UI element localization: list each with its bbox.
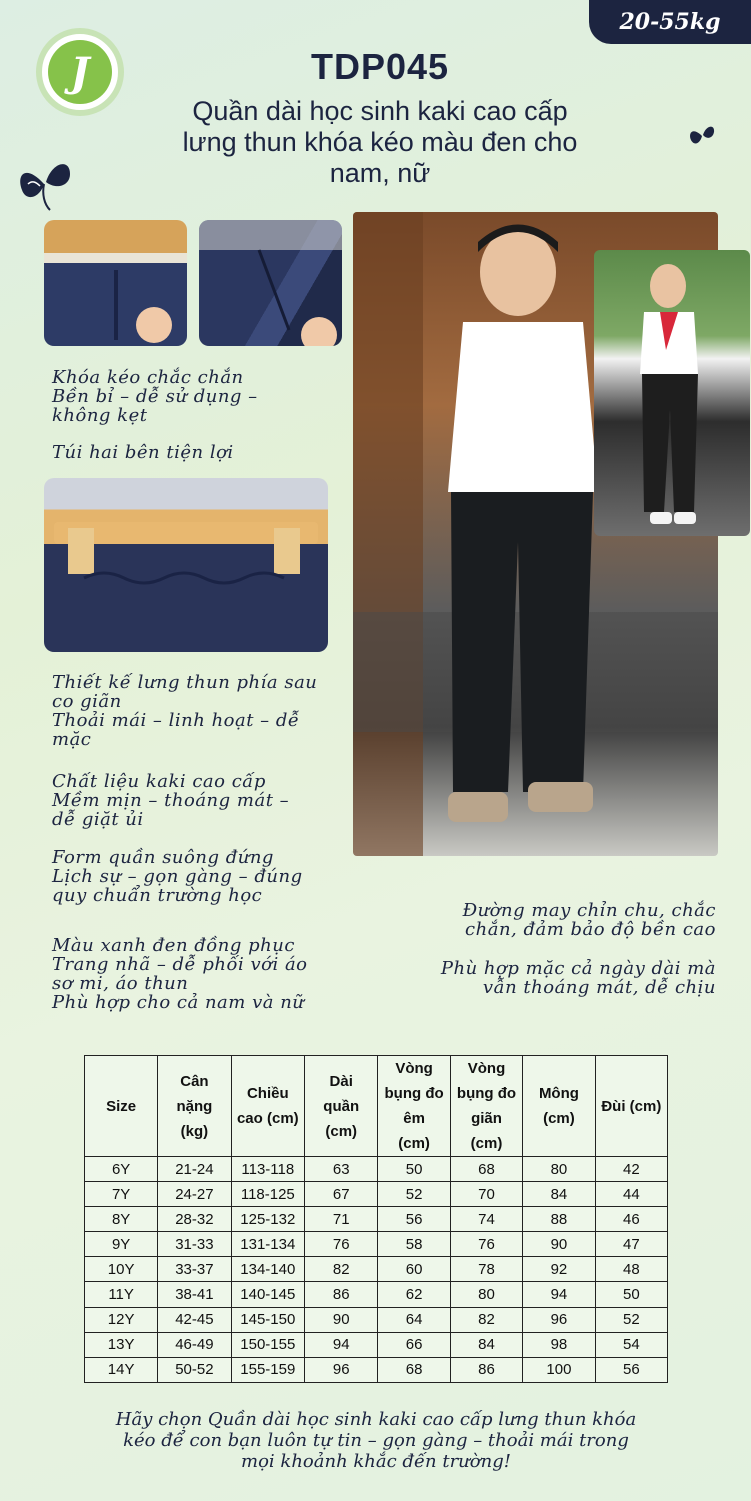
feature-line: Khóa kéo chắc chắn [52, 367, 244, 388]
size-cell: 68 [450, 1157, 522, 1182]
size-cell: 78 [450, 1257, 522, 1282]
feature-line: Mềm mịn – thoáng mát – [52, 790, 290, 811]
size-cell: 7Y [85, 1182, 158, 1207]
size-cell: 84 [450, 1332, 522, 1357]
size-cell: 9Y [85, 1232, 158, 1257]
size-row [85, 1332, 668, 1357]
closing-line: mọi khoảnh khắc đến trường! [241, 1451, 511, 1472]
size-cell: 52 [595, 1307, 667, 1332]
girl-model-illustration [594, 250, 750, 536]
feature-line: Túi hai bên tiện lợi [52, 442, 234, 463]
header-line: cao (cm) [236, 1110, 299, 1127]
feature-line: vẫn thoáng mát, dễ chịu [482, 977, 716, 998]
feature-line: Lịch sự – gọn gàng – đúng [52, 866, 303, 887]
size-row [85, 1257, 668, 1282]
closing-line: kéo để con bạn luôn tự tin – gọn gàng – thoải mái trong [123, 1430, 629, 1451]
closing-message [70, 1409, 682, 1472]
size-cell: 80 [450, 1282, 522, 1307]
header-line: (cm) [325, 1122, 358, 1140]
size-cell: 134-140 [231, 1257, 304, 1282]
header-line: (kg) [180, 1122, 209, 1140]
size-cell: 80 [523, 1157, 595, 1182]
girl-model-photo [594, 250, 750, 536]
size-cell: 21-24 [158, 1157, 231, 1182]
header-length [305, 1056, 378, 1157]
size-cell: 71 [305, 1207, 378, 1232]
logo-letter: J [48, 40, 112, 104]
header-line: êm [403, 1110, 425, 1127]
size-chart-header-row [85, 1056, 668, 1157]
product-code: TDP045 [310, 46, 450, 87]
feature-form [52, 848, 303, 905]
size-cell: 47 [595, 1232, 667, 1257]
size-cell: 86 [450, 1357, 522, 1382]
size-cell: 50-52 [158, 1357, 231, 1382]
header-waist-stretched [450, 1056, 522, 1157]
size-cell: 67 [305, 1182, 378, 1207]
feature-line: dễ giặt ủi [52, 809, 144, 830]
zipper-closeup-photo [44, 220, 187, 346]
header-line: Mông [538, 1085, 579, 1102]
size-cell: 150-155 [231, 1332, 304, 1357]
closing-line: Hãy chọn Quần dài học sinh kaki cao cấp lưng thun khóa [115, 1409, 637, 1430]
hanger-illustration [44, 220, 187, 346]
header-line: nặng [176, 1097, 213, 1115]
size-cell: 100 [523, 1357, 595, 1382]
size-cell: 140-145 [231, 1282, 304, 1307]
feature-line: Đường may chỉn chu, chắc [462, 900, 716, 921]
header-line: Vòng [467, 1060, 506, 1077]
size-cell: 12Y [85, 1307, 158, 1332]
size-cell: 42 [595, 1157, 667, 1182]
feature-line: không kẹt [52, 405, 148, 426]
header-size [85, 1056, 158, 1157]
size-row [85, 1282, 668, 1307]
header-waist-relaxed [378, 1056, 450, 1157]
size-chart-body [85, 1157, 668, 1383]
feature-line: Form quần suông đứng [52, 847, 274, 868]
size-cell: 10Y [85, 1257, 158, 1282]
size-cell: 90 [305, 1307, 378, 1332]
size-cell: 96 [305, 1357, 378, 1382]
feature-line: Màu xanh đen đồng phục [52, 935, 295, 956]
brand-logo [36, 28, 124, 116]
header-line: (cm) [470, 1135, 503, 1152]
header-weight [158, 1056, 231, 1157]
product-title-line: nam, nữ [329, 158, 431, 188]
feature-line: Bền bỉ – dễ sử dụng – [52, 386, 258, 407]
waistband-illustration [44, 478, 328, 652]
product-title-line: Quần dài học sinh kaki cao cấp [192, 96, 568, 126]
size-cell: 8Y [85, 1207, 158, 1232]
size-cell: 118-125 [231, 1182, 304, 1207]
feature-material [52, 772, 289, 829]
weight-range-text: 20-55kg [619, 9, 721, 35]
feature-line: Phù hợp cho cả nam và nữ [52, 992, 305, 1013]
header-line: Cân [180, 1072, 209, 1090]
size-cell: 46 [595, 1207, 667, 1232]
feature-line: co giãn [52, 691, 122, 712]
size-cell: 46-49 [158, 1332, 231, 1357]
size-cell: 31-33 [158, 1232, 231, 1257]
size-row [85, 1182, 668, 1207]
size-chart-table [84, 1055, 668, 1383]
pocket-illustration [199, 220, 342, 346]
size-cell: 94 [523, 1282, 595, 1307]
size-cell: 50 [378, 1157, 450, 1182]
size-cell: 98 [523, 1332, 595, 1357]
size-cell: 125-132 [231, 1207, 304, 1232]
feature-line: quy chuẩn trường học [52, 885, 263, 906]
header-thigh [595, 1056, 667, 1157]
size-cell: 28-32 [158, 1207, 231, 1232]
header-line: bụng đo [384, 1085, 444, 1102]
size-cell: 82 [305, 1257, 378, 1282]
feature-comfort [386, 959, 716, 997]
size-cell: 113-118 [231, 1157, 304, 1182]
size-cell: 86 [305, 1282, 378, 1307]
header-line: giãn [471, 1110, 502, 1127]
size-cell: 84 [523, 1182, 595, 1207]
header-line: Đùi (cm) [601, 1097, 662, 1115]
feature-line: Phù hợp mặc cả ngày dài mà [440, 958, 716, 979]
header-line: Vòng [395, 1060, 433, 1077]
feature-zipper [52, 368, 258, 425]
side-pocket-photo [199, 220, 342, 346]
size-cell: 145-150 [231, 1307, 304, 1332]
header-line: quần [323, 1097, 360, 1115]
product-title-line: lưng thun khóa kéo màu đen cho [182, 127, 578, 157]
size-row [85, 1232, 668, 1257]
header-hip [523, 1056, 595, 1157]
feature-elastic-waist [52, 673, 317, 749]
size-cell: 96 [523, 1307, 595, 1332]
feature-line: mặc [52, 729, 92, 750]
size-cell: 68 [378, 1357, 450, 1382]
butterfly-icon [16, 154, 74, 214]
size-cell: 33-37 [158, 1257, 231, 1282]
butterfly-icon [688, 122, 716, 150]
feature-pockets [52, 443, 234, 462]
feature-color [52, 936, 308, 1012]
size-cell: 94 [305, 1332, 378, 1357]
header-line: Dài [329, 1072, 353, 1090]
header-line: Size [106, 1097, 137, 1115]
size-cell: 13Y [85, 1332, 158, 1357]
header-line: (cm) [543, 1110, 575, 1127]
size-cell: 76 [305, 1232, 378, 1257]
feature-line: Thiết kế lưng thun phía sau [52, 672, 318, 693]
size-cell: 58 [378, 1232, 450, 1257]
size-cell: 66 [378, 1332, 450, 1357]
size-row [85, 1357, 668, 1382]
size-cell: 56 [595, 1357, 667, 1382]
size-cell: 70 [450, 1182, 522, 1207]
header-height [231, 1056, 304, 1157]
size-cell: 76 [450, 1232, 522, 1257]
size-cell: 50 [595, 1282, 667, 1307]
size-cell: 64 [378, 1307, 450, 1332]
elastic-waist-photo [44, 478, 328, 652]
size-cell: 52 [378, 1182, 450, 1207]
feature-line: Chất liệu kaki cao cấp [52, 771, 266, 792]
feature-line: Thoải mái – linh hoạt – dễ [52, 710, 300, 731]
header-line: bụng đo [456, 1085, 517, 1102]
size-cell: 6Y [85, 1157, 158, 1182]
feature-line: Trang nhã – dễ phối với áo [52, 954, 308, 975]
size-cell: 63 [305, 1157, 378, 1182]
header-line: (cm) [398, 1135, 430, 1152]
size-cell: 14Y [85, 1357, 158, 1382]
header-line: Chiều [246, 1085, 289, 1102]
size-row [85, 1207, 668, 1232]
size-cell: 38-41 [158, 1282, 231, 1307]
size-row [85, 1157, 668, 1182]
weight-range-badge [589, 0, 751, 44]
feature-line: chắn, đảm bảo độ bền cao [465, 919, 716, 940]
size-cell: 54 [595, 1332, 667, 1357]
size-cell: 88 [523, 1207, 595, 1232]
product-title [150, 96, 610, 189]
size-cell: 42-45 [158, 1307, 231, 1332]
size-row [85, 1307, 668, 1332]
size-cell: 90 [523, 1232, 595, 1257]
feature-stitching [386, 901, 716, 939]
size-cell: 44 [595, 1182, 667, 1207]
size-cell: 62 [378, 1282, 450, 1307]
size-cell: 11Y [85, 1282, 158, 1307]
size-cell: 92 [523, 1257, 595, 1282]
feature-line: sơ mi, áo thun [52, 973, 189, 994]
size-cell: 48 [595, 1257, 667, 1282]
size-cell: 82 [450, 1307, 522, 1332]
size-cell: 74 [450, 1207, 522, 1232]
size-cell: 56 [378, 1207, 450, 1232]
size-cell: 131-134 [231, 1232, 304, 1257]
size-cell: 155-159 [231, 1357, 304, 1382]
size-cell: 24-27 [158, 1182, 231, 1207]
size-cell: 60 [378, 1257, 450, 1282]
